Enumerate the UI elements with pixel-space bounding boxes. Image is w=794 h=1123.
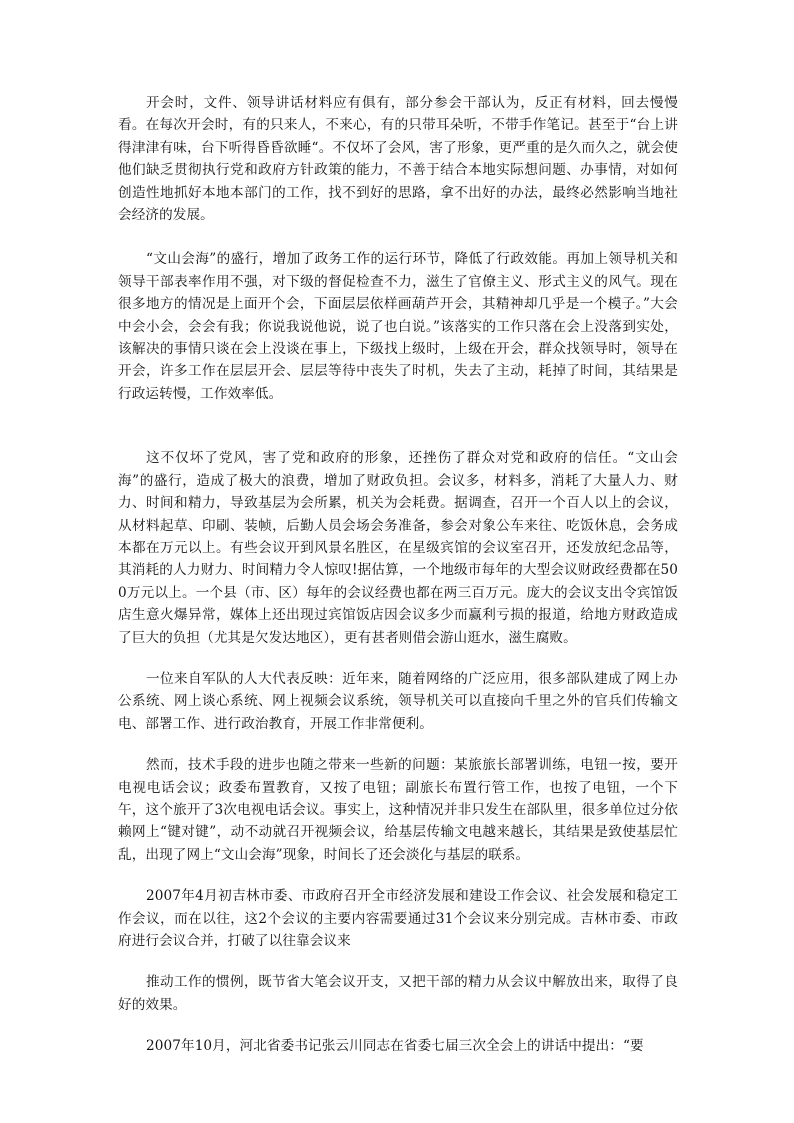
paragraph-8: 2007年10月，河北省委书记张云川同志在省委七届三次全会上的讲话中提出：“要 [146,1038,644,1055]
paragraph-3: 这不仅坏了党风，害了党和政府的形象，还挫伤了群众对党和政府的信任。“文山会海”的盛行，造成了极大的浪费，增加了财政负担。会议多，材料多，消耗了大量人力、财力、时间和精力，导致基层为会所累，机关为会耗费。据调查，召开一个百人以上的会议，从材料起草、印刷、装帧，后勤人员会场会务准备，参会对象公车来往、吃饭休息，会务成本都在万元以上。有些会议开到风景名胜区，在星级宾馆的会议室召开，还发放纪念品等，其消耗的人力财力、时间精力令人惊叹!据估算，一个地级市每年的大型会议财政经费都在500万元以上。一个县（市、区）每年的会议经费也都在两三百万元。庞大的会议支出令宾馆饭店生意火爆异常，媒体上还出现过宾馆饭店因会议多少而赢利亏损的报道，给地方财政造成了巨大的负担（尤其是欠发达地区），更有甚者则借会游山逛水，滋生腐败。 [118,450,678,646]
paragraph-7: 推动工作的惯例，既节省大笔会议开支，又把干部的精力从会议中解放出来，取得了良好的效果。 [118,974,678,1013]
paragraph-4: 一位来自军队的人大代表反映：近年来，随着网络的广泛应用，很多部队建成了网上办公系统、网上谈心系统、网上视频会议系统，领导机关可以直接向千里之外的官兵们传输文电、部署工作、进行政治教育，开展工作非常便利。 [118,670,678,732]
paragraph-5: 然而，技术手段的进步也随之带来一些新的问题：某旅旅长部署训练，电钮一按，要开电视电话会议；政委布置教育，又按了电钮；副旅长布置行管工作，也按了电钮，一个下午，这个旅开了3次电视电话会议。事实上，这种情况并非只发生在部队里，很多单位过分依赖网上“键对键”，动不动就召开视频会议，给基层传输文电越来越长，其结果是致使基层忙乱，出现了网上“文山会海”现象，时间长了还会淡化与基层的联系。 [118,757,678,863]
paragraph-2: “文山会海”的盛行，增加了政务工作的运行环节，降低了行政效能。再加上领导机关和领导干部表率作用不强，对下级的督促检查不力，滋生了官僚主义、形式主义的风气。现在很多地方的情况是上面开个会，下面层层依样画葫芦开会，其精神却几乎是一个模子。”大会中会小会，会会有我；你说我说他说，说了也白说。”该落实的工作只落在会上没落到实处，该解决的事情只谈在会上没谈在事上，下级找上级时，上级在开会，群众找领导时，领导在开会，许多工作在层层开会、层层等待中丧失了时机，失去了主动，耗掉了时间，其结果是行政运转慢，工作效率低。 [118,251,678,402]
paragraph-6: 2007年4月初吉林市委、市政府召开全市经济发展和建设工作会议、社会发展和稳定工作会议，而在以往，这2个会议的主要内容需要通过31个会议来分别完成。吉林市委、市政府进行会议合并，打破了以往靠会议来 [118,888,678,949]
document-page [118,92,678,1058]
paragraph-1: 开会时，文件、领导讲话材料应有俱有，部分参会干部认为，反正有材料，回去慢慢看。在每次开会时，有的只来人，不来心，有的只带耳朵听，不带手作笔记。甚至于“台上讲得津津有味，台下听得昏昏欲睡“。不仅坏了会风，害了形象，更严重的是久而久之，就会使他们缺乏贯彻执行党和政府方针政策的能力，不善于结合本地实际想问题、办事情，对如何创造性地抓好本地本部门的工作，找不到好的思路，拿不出好的办法，最终必然影响当地社会经济的发展。 [118,95,678,224]
